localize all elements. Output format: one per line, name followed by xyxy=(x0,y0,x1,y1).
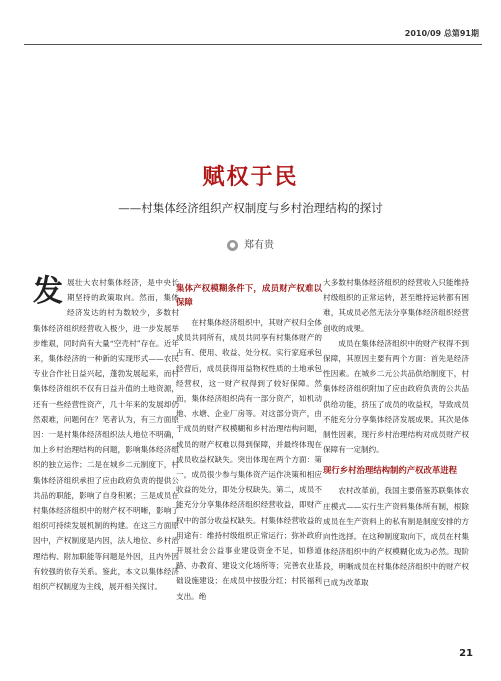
drop-cap: 发 xyxy=(33,274,63,309)
article-subtitle: ——村集体经济组织产权制度与乡村治理结构的探讨 xyxy=(118,201,383,215)
section1-paragraph: 在村集体经济组织中，其财产权归全体成员共同所有，成员共同享有村集体财产的占有、使用、收益、处分权。实行家庭承包经营后，成员获得用益物权性质的土地承包经营权，这一财产权得到了较好保障。然而，集体经济组织尚有一部分资产，如机动地、水塘、企业厂房等。对这部分资产，由于成员的财产权模糊和乡村治理结构问题，成员的财产权难以得到保障，并最终体现在成员收益权缺失。突出体现在两个方面：第一，成员很少参与集体资产运作决策和相应收益的处分，即处分权缺失。第二，成员不能充分分享集体经济组织经营收益，即财产权中的部分收益权缺失。村集体经营收益的用途有：维持村级组织正常运行；弥补政府开展社会公益事业建设资金不足，如修道路、办教育、建设文化场所等；完善农业基础设施建设；在成员中按股分红；村民福利支出。绝 xyxy=(176,318,322,601)
page-number: 21 xyxy=(459,648,473,659)
continued-paragraph: 大多数村集体经济组织的经营收入只能维持村级组织的正常运转，甚至维持运转都有困难，其成员必然无法分享集体经济组织经营创收的成果。 xyxy=(323,278,469,333)
issue-label: 2010/09 总第91期 xyxy=(404,29,479,38)
column-right xyxy=(323,275,469,590)
section-heading-1: 集体产权模糊条件下，成员财产权难以保障 xyxy=(176,283,322,307)
section2-paragraph: 农村改革前，我国主要借鉴苏联集体农庄模式——实行生产资料集体所有制，根除成员在生产资料上的私有制是制度安排的方向性选择。在这种制度取向下，成员在村集体经济组织中的产权模糊化成为必然。现阶段，明晰成员在村集体经济组织中的财产权已成为改革取 xyxy=(323,486,469,587)
section-heading-2: 现行乡村治理结构制约产权改革进程 xyxy=(323,465,457,476)
header-rule xyxy=(24,44,482,45)
intro-paragraph: 展壮大农村集体经济，是中央长期坚持的政策取向。然而，集体经济发达的村为数较少，多数村集体经济组织经营收入极少，进一步发展举步维艰，同时尚有大量“空壳村”存在。近年来，集体经济的一种新的实现形式——农民专业合作社日益兴起，蓬勃发展起来，而村集体经济组织不仅有日益升值的土地资源，还有一些经营性资产，几十年来的发展却仍然艰难，问题何在？笔者认为，有三方面原因：一是村集体经济组织法人地位不明确，加上乡村治理结构的问题，影响集体经济组织的独立运作；二是在城乡二元制度下，村集体经济组织承担了应由政府负责的提供公共品的职能，影响了自身积累；三是成员在村集体经济组织中的财产权不明晰，影响了组织可持续发展机制的构建。在这三方面原因中，产权制度是内因，法人地位、乡村治理结构、附加职能等问题是外因，且内外因有较强的依存关系。鉴此，本文以集体经济组织产权制度为主线，展开相关探讨。 xyxy=(33,278,179,592)
author-badge-icon: ● xyxy=(227,240,238,251)
author-line xyxy=(0,236,501,251)
column-left xyxy=(33,275,179,594)
article-title: 赋权于民 xyxy=(202,164,299,190)
causes-paragraph: 成员在集体经济组织中的财产权得不到保障，其原因主要有两个方面：首先是经济性因素。在城乡二元公共品供给制度下，村集体经济组织附加了应由政府负责的公共品供给功能，挤压了成员的收益权，导致成员不能充分分享集体经济发展成果。其次是体制性因素，现行乡村治理结构对成员财产权保障有一定制约。 xyxy=(323,338,469,455)
column-middle xyxy=(176,275,322,604)
author-name: 郑有贵 xyxy=(244,240,274,251)
